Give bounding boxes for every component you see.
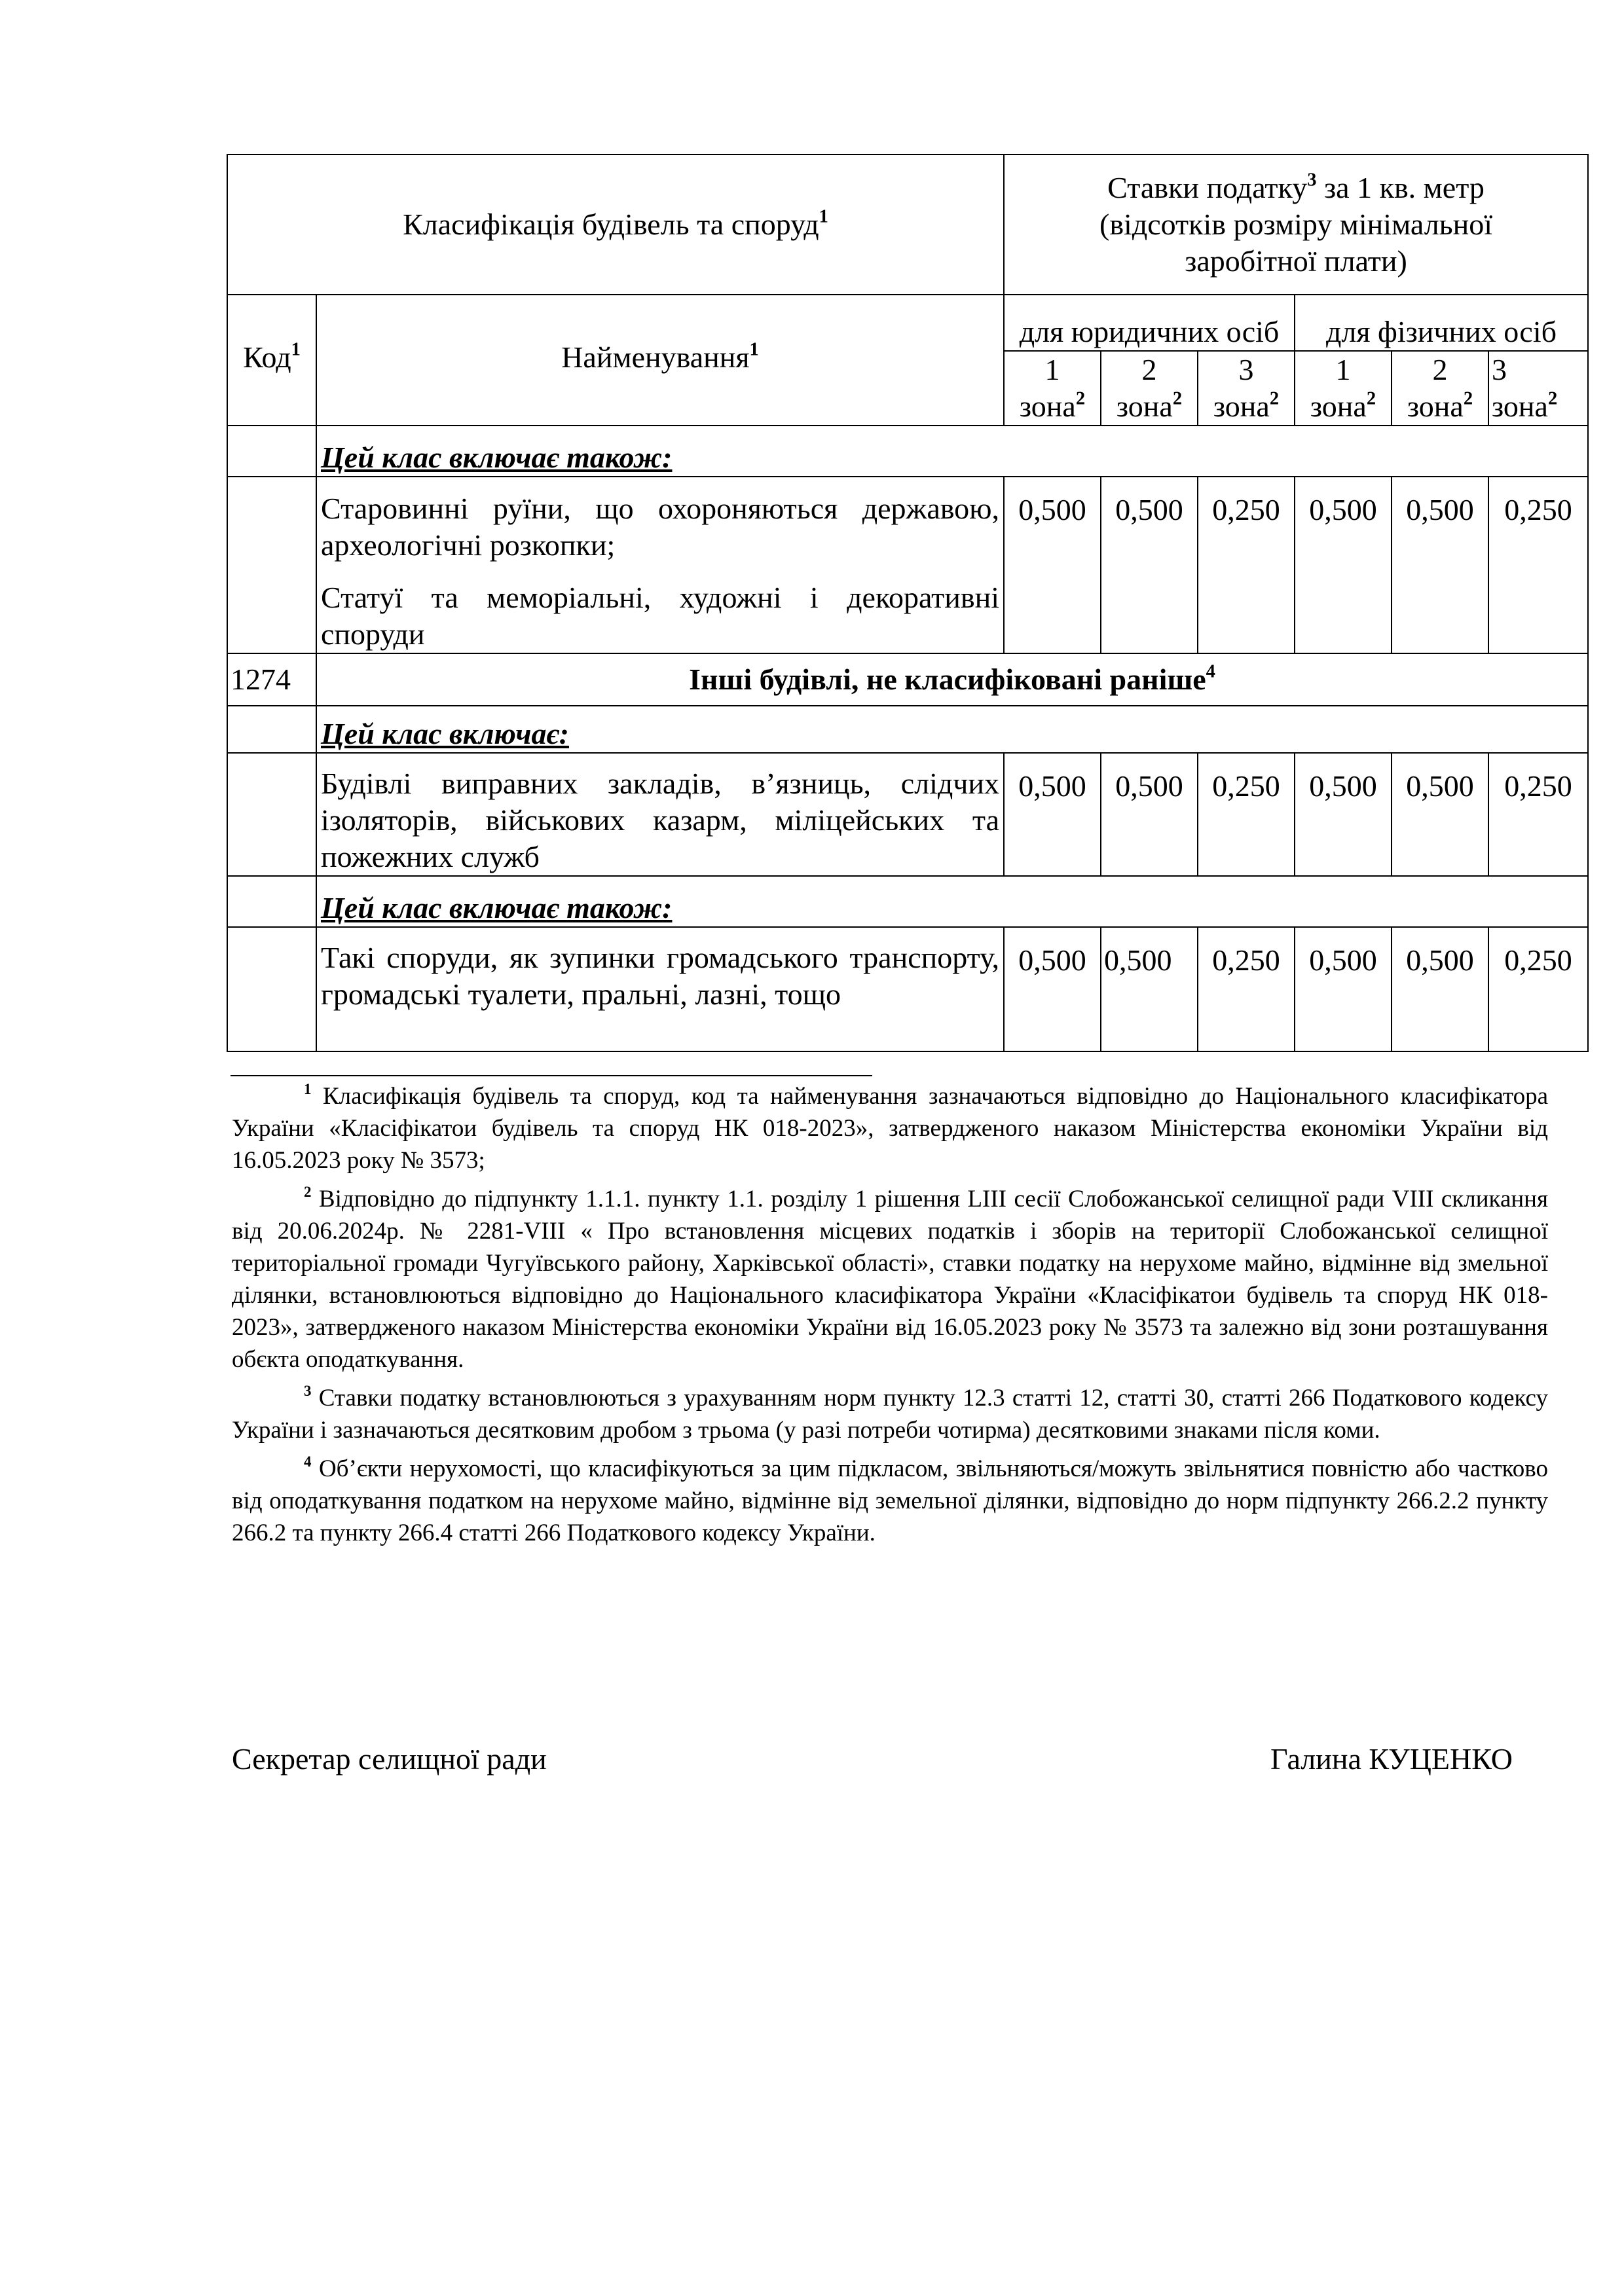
rate-value: 0,500 [1295,477,1392,653]
signature-position: Секретар селищної ради [232,1742,547,1776]
class-includes-label: Цей клас включає: [316,706,1588,753]
table-row [227,653,1588,706]
header-row-groups [227,295,1588,351]
zone-header: 1 зона$^2$ [1004,351,1101,426]
header-row-top [227,155,1588,295]
legal-persons-header: для юридичних осіб [1004,295,1295,351]
rate-value: 0,500 [1295,753,1392,876]
table-row [227,927,1588,1051]
item-description: Такі споруди, як зупинки громадського транспорту, громадські туалети, пральні, лазні, тощо [316,927,1004,1051]
item-description: Будівлі виправних закладів, в’язниць, слідчих ізоляторів, військових казарм, міліцейських та пожежних служб [316,753,1004,876]
rate-value: 0,500 [1392,477,1488,653]
tax-rates-table [227,154,1589,1052]
rate-value: 0,250 [1488,753,1588,876]
name-label: Найменування [561,340,750,374]
class-code: 1274 [227,653,316,706]
rate-value: 0,500 [1101,753,1198,876]
classification-label: Класифікація будівель та споруд [403,208,819,241]
code-header: Код$^1$ [227,295,316,426]
rate-value: 0,250 [1198,477,1295,653]
name-header: Найменування$^1$ [316,295,1004,426]
footnote-separator [231,1075,872,1076]
rate-value: 0,500 [1101,927,1198,1051]
rate-value: 0,250 [1488,477,1588,653]
rate-value: 0,250 [1488,927,1588,1051]
class-title: Інші будівлі, не класифіковані раніше$^4$ [316,653,1588,706]
rate-value: 0,500 [1004,477,1101,653]
zone-header: 2 зона$^2$ [1392,351,1488,426]
class-includes-also-label: Цей клас включає також: [316,426,1588,477]
rate-value: 0,500 [1392,927,1488,1051]
table-row [227,876,1588,927]
rate-value: 0,250 [1198,753,1295,876]
zone-header: 3 зона$^2$ [1198,351,1295,426]
rate-value: 0,500 [1295,927,1392,1051]
rate-value: 0,500 [1392,753,1488,876]
rates-label: Ставки податку [1107,171,1308,204]
table-row [227,477,1588,653]
rate-value: 0,500 [1004,753,1101,876]
footnote: $^2$ Відповідно до підпункту 1.1.1. пункту 1.1. розділу 1 рішення LIII сесії Слобожанської селищної ради VIII скликання від 20.06.2024р. № 2281-VIII « Про встановлення місцевих податків і зборів на території Слобожанської селищної територіальної громади Чугуївського району, Харківської області», ставки податку на нерухоме майно, відмінне від змельної ділянки, встановлюються відповідно до Національного класифікатора України «Класіфікатои будівель та споруд НК 018-2023», затвердженого наказом Міністерства економіки України від 16.05.2023 року № 3573 та залежно від зони розташування обєкта оподаткування. [232,1184,1548,1373]
rate-value: 0,500 [1101,477,1198,653]
zone-header: 1 зона$^2$ [1295,351,1392,426]
code-label: Код [243,340,291,374]
table-row [227,753,1588,876]
zone-header: 2 зона$^2$ [1101,351,1198,426]
footnote: $^4$ Об’єкти нерухомості, що класифікуються за цим підкласом, звільняються/можуть звільнятися повністю або частково від оподаткування податком на нерухоме майно, відмінне від земельної ділянки, відповідно до норм підпункту 266.2.2 пункту 266.2 та пункту 266.4 статті 266 Податкового кодексу України. [232,1453,1548,1546]
class-includes-also-label: Цей клас включає також: [316,876,1588,927]
rates-header: Ставки податку$^3$ за 1 кв. метр (відсотків розміру мінімальної заробітної плати) [1004,155,1588,295]
table-row [227,426,1588,477]
footnotes [232,1080,1548,1556]
rate-value: 0,250 [1198,927,1295,1051]
table-row [227,706,1588,753]
classification-header: Класифікація будівель та споруд$^1$ [227,155,1004,295]
signature-name: Галина КУЦЕНКО [1270,1742,1513,1776]
footnote: $^3$ Ставки податку встановлюються з урахуванням норм пункту 12.3 статті 12, статті 30, статті 266 Податкового кодексу України і зазначаються десятковим дробом з трьома (у разі потреби чотирма) десятковими знаками після коми. [232,1383,1548,1444]
zone-header: 3 зона$^2$ [1488,351,1588,426]
footnote: $^1$ Класифікація будівель та споруд, код та найменування зазначаються відповідно до Національного класифікатора України «Класіфікатои будівель та споруд НК 018-2023», затвердженого наказом Міністерства економіки України від 16.05.2023 року № 3573; [232,1081,1548,1174]
physical-persons-header: для фізичних осіб [1295,295,1588,351]
item-description: Старовинні руїни, що охороняються державою, археологічні розкопки; Статуї та меморіальні, художні і декоративні споруди [316,477,1004,653]
rate-value: 0,500 [1004,927,1101,1051]
